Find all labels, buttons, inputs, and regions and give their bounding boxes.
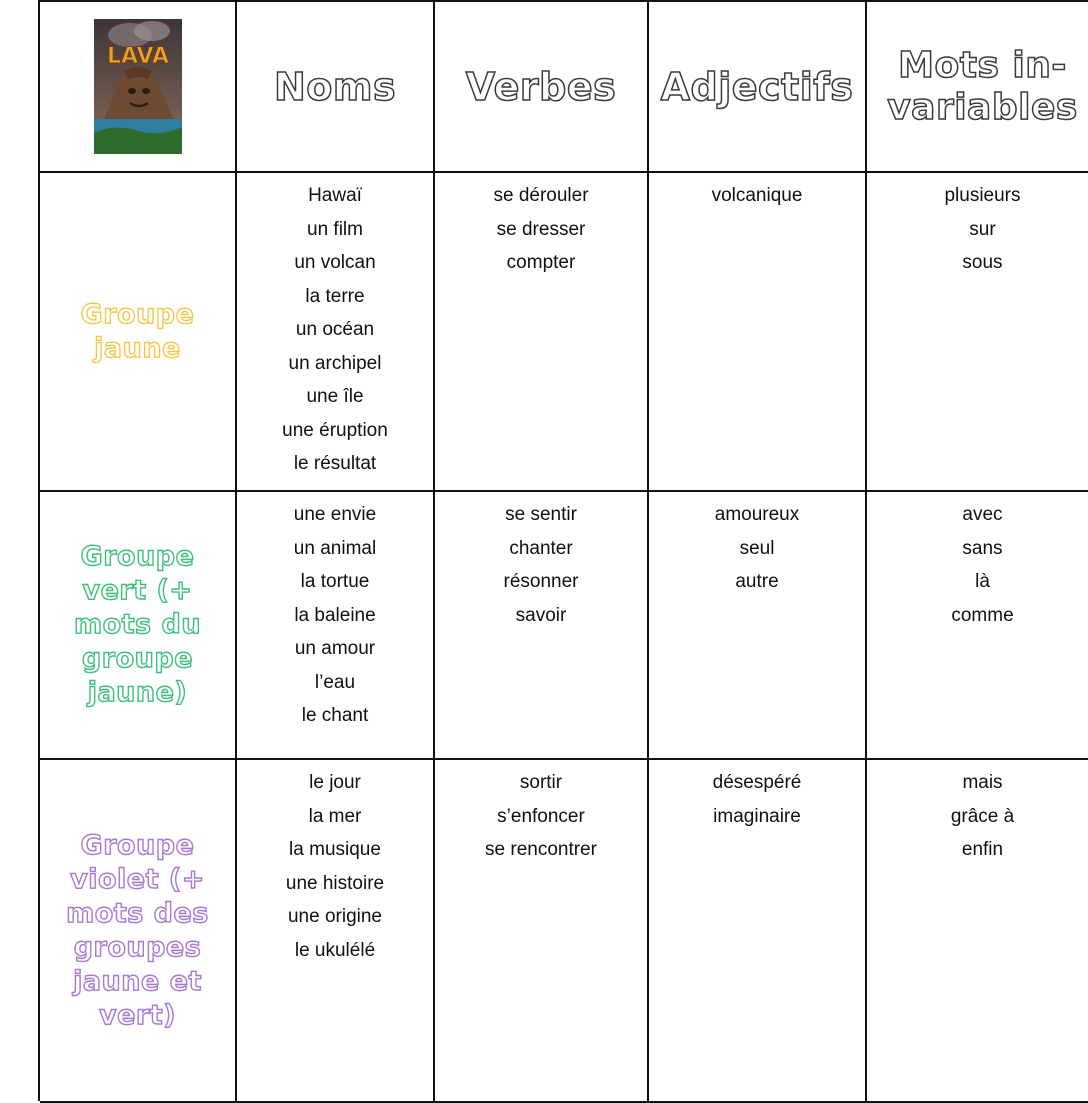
word-item: la musique [289,839,381,860]
word-item: une éruption [282,419,388,441]
word-item: résonner [503,571,579,592]
word-item: sous [962,252,1003,273]
word-item: se dérouler [493,185,589,206]
group-violet-noms [237,760,435,1103]
word-item: amoureux [714,504,800,525]
word-item: une origine [287,906,383,927]
poster-title: LAVA [106,44,169,69]
word-item: volcanique [711,185,803,206]
word-list [867,760,1088,867]
word-list [435,492,647,632]
header-adjectifs-label: Adjectifs [660,64,854,109]
header-verbes-label: Verbes [465,64,617,109]
group-label-line: Groupe [80,298,195,330]
group-label-line: mots des [66,897,209,929]
group-green-cell [40,492,237,760]
word-item: la tortue [300,571,370,592]
word-item: comme [951,604,1014,626]
word-item: avec [962,504,1003,525]
word-item: le chant [301,705,369,726]
group-violet-invariables [867,760,1088,1103]
group-label-line: violet (+ [70,863,205,895]
word-item: compter [506,252,576,273]
vocabulary-table [38,0,1088,1101]
word-list [649,760,865,833]
word-item: une île [306,386,364,407]
word-item: le jour [309,772,361,793]
header-invariables-line-2: variables [887,86,1078,128]
word-list [649,492,865,599]
group-label-line: groupe [81,643,194,674]
word-item: savoir [515,604,567,626]
word-list [435,173,647,280]
word-list [237,492,433,733]
group-yellow-invariables [867,173,1088,492]
group-violet-adjectifs [649,760,867,1103]
word-item: désespéré [712,772,802,793]
group-yellow-verbes [435,173,649,492]
group-green-verbes [435,492,649,760]
group-label-line: Groupe [80,829,195,861]
word-list [435,760,647,867]
group-label-line: vert) [99,999,176,1031]
group-green-label [74,540,201,710]
word-list [867,173,1088,280]
group-label-line: jaune et [73,965,202,997]
word-item: seul [739,537,775,559]
word-item: un océan [295,319,375,340]
group-violet-verbes [435,760,649,1103]
word-list [867,492,1088,632]
word-item: se sentir [505,504,577,525]
word-item: s’enfoncer [497,805,585,827]
header-invariables-line-1: Mots in- [898,44,1067,86]
group-green-adjectifs [649,492,867,760]
word-list [649,173,865,213]
group-label-line: jaune [94,332,181,364]
word-item: un amour [294,638,376,659]
group-yellow-label [81,298,195,366]
word-item: un film [307,218,363,240]
group-violet-cell [40,760,237,1103]
word-item: grâce à [950,805,1015,827]
header-poster-cell [40,2,237,173]
word-item: l’eau [314,671,356,693]
word-item: là [975,571,990,592]
group-yellow-noms [237,173,435,492]
word-item: mais [962,772,1003,793]
word-item: imaginaire [713,805,801,827]
word-item: la baleine [294,604,376,626]
group-yellow-adjectifs [649,173,867,492]
word-item: un animal [293,537,377,559]
word-item: la mer [308,805,362,827]
word-item: se dresser [496,218,586,240]
word-item: sortir [519,772,563,793]
group-label-line: Groupe [80,541,195,572]
header-invariables-label [887,45,1078,129]
word-item: une histoire [285,872,385,894]
group-yellow-cell [40,173,237,492]
word-item: le résultat [293,453,377,474]
word-item: un volcan [294,252,376,273]
group-label-line: mots du [73,609,202,640]
header-verbes [435,2,649,173]
word-item: plusieurs [944,185,1021,206]
group-green-invariables [867,492,1088,760]
lava-movie-poster-icon [94,19,182,154]
group-label-line: vert (+ [82,575,193,606]
word-item: le ukulélé [294,939,376,961]
word-item: sans [962,537,1003,559]
header-invariables [867,2,1088,173]
word-item: se rencontrer [485,839,597,860]
header-noms-label: Noms [273,64,397,109]
word-item: une envie [293,504,377,525]
group-green-noms [237,492,435,760]
group-violet-label [66,829,209,1033]
group-label-line: jaune) [87,677,188,708]
word-item: la terre [305,285,365,307]
word-item: chanter [509,537,573,559]
word-list [237,173,433,481]
word-item: un archipel [288,352,382,374]
header-adjectifs [649,2,867,173]
word-item: autre [735,571,779,592]
word-item: Hawaï [308,185,362,206]
word-item: sur [969,218,996,240]
word-list [237,760,433,967]
word-item: enfin [961,839,1004,860]
header-noms [237,2,435,173]
group-label-line: groupes [73,931,202,963]
